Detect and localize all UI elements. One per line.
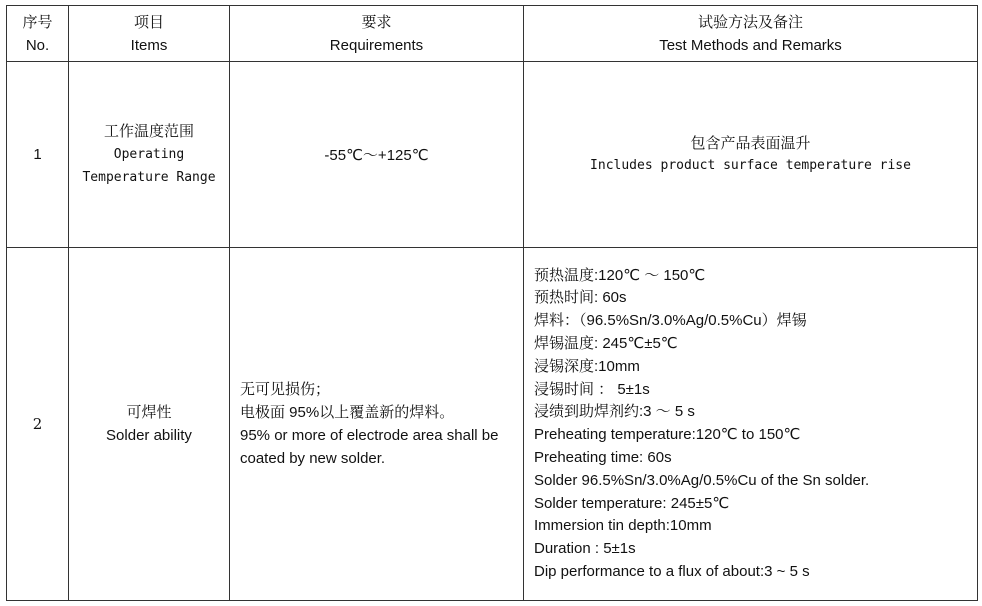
header-no [7, 6, 69, 62]
item-en-line2: Temperature Range [82, 170, 216, 186]
item-zh: 可焊性 [126, 404, 172, 422]
method-line: 预热温度:120℃ ～ 150℃ [534, 266, 706, 284]
table-row [7, 248, 978, 601]
method-line: 预热时间: 60s [534, 289, 627, 307]
method-line: 浸绩到助焊剂约:3 ～ 5 s [534, 403, 695, 421]
remark-zh: 包含产品表面温升 [690, 134, 811, 152]
requirement-cell [230, 248, 524, 601]
table-row [7, 62, 978, 248]
header-requirements [230, 6, 524, 62]
method-line: Duration : 5±1s [534, 540, 636, 558]
header-req-zh: 要求 [361, 13, 392, 31]
method-line: 焊锡温度: 245℃±5℃ [534, 335, 678, 353]
row-number: 2 [7, 248, 69, 601]
method-line: 浸锡时间 ： 5±1s [534, 380, 650, 398]
item-cell [69, 248, 230, 601]
method-line: Solder 96.5%Sn/3.0%Ag/0.5%Cu of the Sn solder. [534, 471, 870, 489]
requirement-line: 无可见损伤； [240, 381, 331, 399]
header-items [69, 6, 230, 62]
item-en-line1: Operating [113, 147, 185, 163]
spec-table [6, 5, 978, 601]
table-header-row [7, 6, 978, 62]
method-cell [524, 248, 978, 601]
row-number: 1 [7, 62, 69, 248]
method-line: 焊料：（96.5%Sn/3.0%Ag/0.5%Cu）焊锡 [534, 312, 807, 330]
item-zh: 工作温度范围 [103, 123, 194, 141]
item-cell [69, 62, 230, 248]
requirement-line: coated by new solder. [240, 450, 386, 468]
requirement-line: 电极面 95%以上覆盖新的焊料。 [240, 404, 455, 422]
method-cell [524, 62, 978, 248]
header-no-en: No. [25, 36, 50, 54]
header-no-zh: 序号 [22, 13, 53, 31]
method-line: Preheating temperature:120℃ to 150℃ [534, 426, 801, 444]
requirement-cell: -55℃～+125℃ [230, 62, 524, 248]
requirement-line: 95% or more of electrode area shall be [240, 427, 499, 445]
header-req-en: Requirements [329, 36, 424, 54]
header-method-zh: 试验方法及备注 [697, 13, 803, 31]
remark-en: Includes product surface temperature rise [590, 157, 911, 173]
method-line: 浸锡深度:10mm [534, 357, 640, 375]
header-methods [524, 6, 978, 62]
method-line: Solder temperature: 245±5℃ [534, 494, 730, 512]
header-method-en: Test Methods and Remarks [659, 36, 842, 54]
method-line: Preheating time: 60s [534, 449, 672, 466]
header-items-en: Items [130, 36, 168, 54]
item-en: Solder ability [106, 427, 192, 445]
method-line: Dip performance to a flux of about:3 ~ 5 s [534, 562, 810, 580]
method-line: Immersion tin depth:10mm [534, 517, 712, 535]
header-items-zh: 项目 [133, 13, 164, 31]
